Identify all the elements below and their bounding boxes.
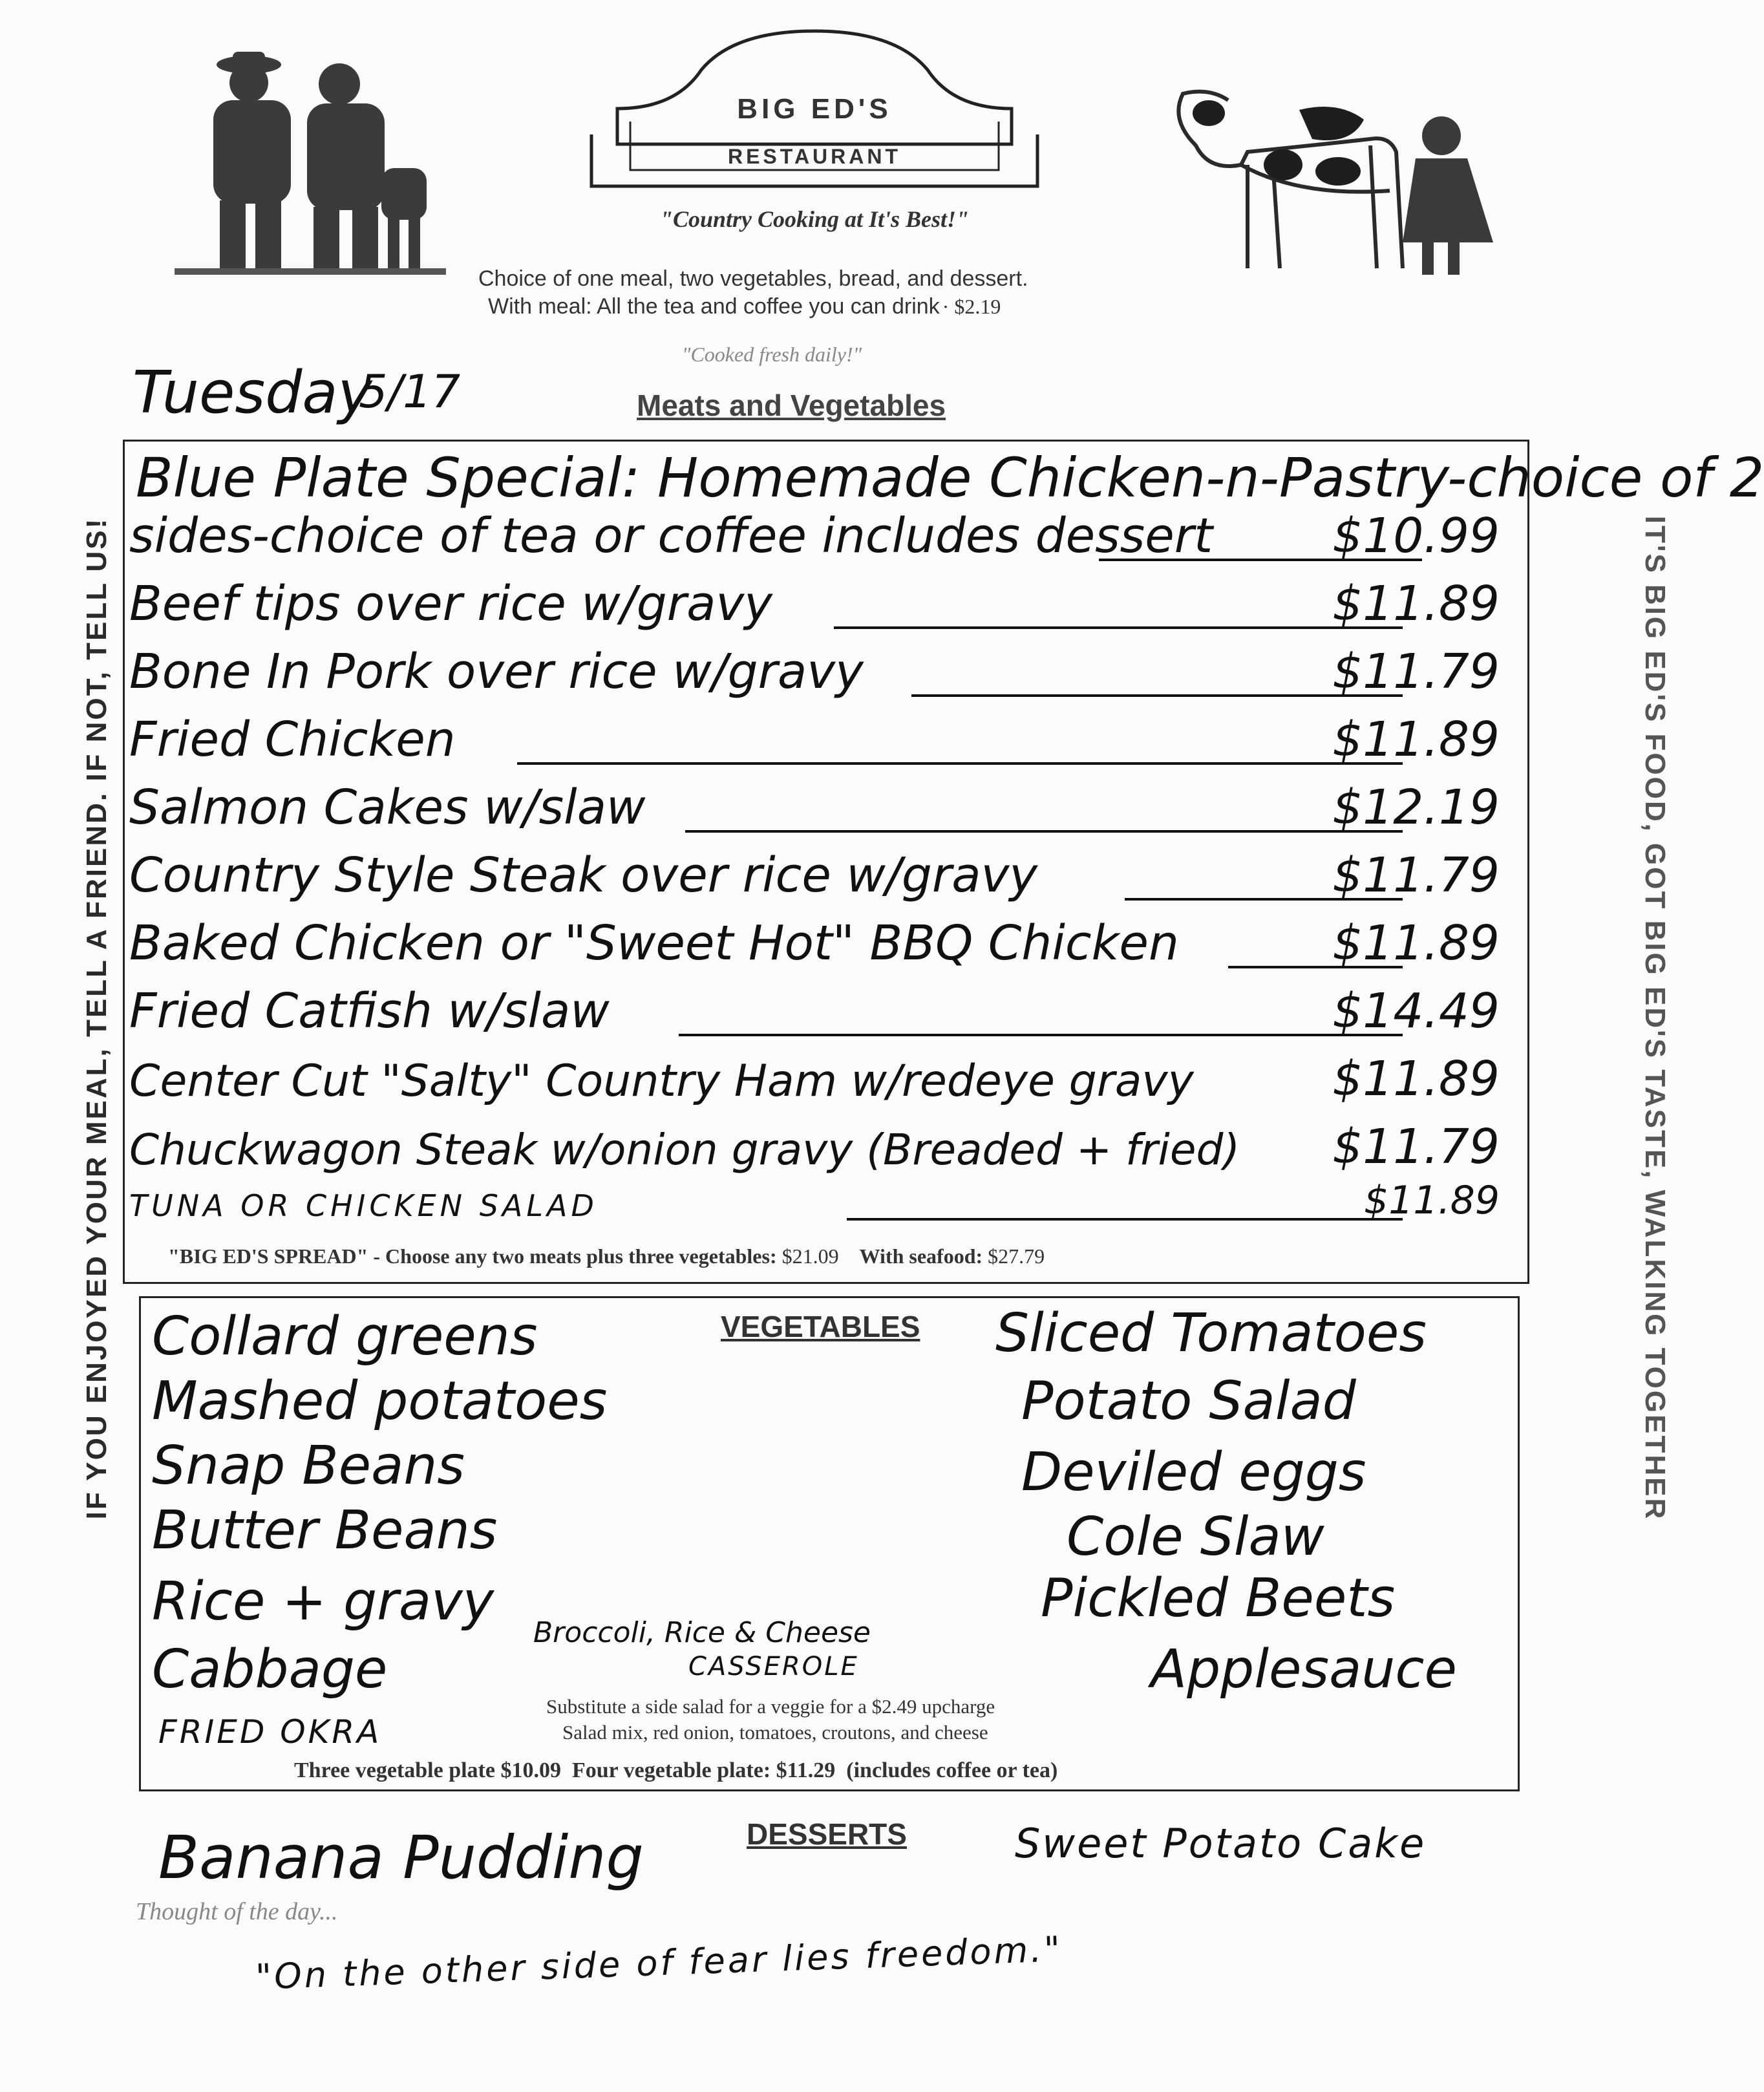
menu-row: [129, 646, 1513, 711]
veg-left-4: Butter Beans: [152, 1500, 498, 1561]
veg-left-6: Cabbage: [152, 1639, 388, 1700]
section-title: Meats and Vegetables: [637, 389, 946, 422]
veg-middle-line-2: CASSEROLE: [688, 1652, 859, 1681]
dessert-item-1: Banana Pudding: [158, 1823, 644, 1892]
intro-line-2: [488, 294, 1001, 319]
left-side-banner: IF YOU ENJOYED YOUR MEAL, TELL A FRIEND. IF NOT, TELL US!: [81, 517, 112, 1520]
menu-row: [129, 782, 1513, 847]
veg-right-3: Deviled eggs: [1021, 1442, 1366, 1503]
item-price: $11.79: [1332, 848, 1500, 903]
blue-plate-special-line-1: Blue Plate Special: Homemade Chicken-n-Pastry-choice of 2: [136, 446, 1764, 509]
item-name: Bone In Pork over rice w/gravy: [129, 644, 864, 699]
right-side-banner: IT'S BIG ED'S FOOD, GOT BIG ED'S TASTE, WALKING TOGETHER: [1639, 515, 1671, 1521]
item-name: Chuckwagon Steak w/onion gravy (Breaded + fried): [129, 1125, 1240, 1175]
intro-price: · $2.19: [942, 295, 1001, 318]
seafood-price: $27.79: [988, 1244, 1045, 1268]
veg-left-2: Mashed potatoes: [152, 1371, 608, 1432]
menu-row: [129, 850, 1513, 915]
thought-quote: "On the other side of fear lies freedom.": [255, 1928, 1064, 1998]
item-name: Beef tips over rice w/gravy: [129, 576, 773, 632]
seafood-label: With seafood:: [859, 1244, 983, 1268]
veg-left-7: FRIED OKRA: [158, 1713, 382, 1751]
item-price: $12.19: [1332, 780, 1500, 835]
blue-plate-special-line-2: sides-choice of tea or coffee includes dessert: [129, 508, 1213, 564]
leader-line: [911, 694, 1403, 697]
vegetables-heading: VEGETABLES: [721, 1310, 920, 1343]
item-name: Salmon Cakes w/slaw: [129, 780, 646, 835]
leader-line: [517, 762, 1403, 765]
substitute-line-1: Substitute a side salad for a veggie for a $2.49 upcharge: [546, 1695, 995, 1718]
leader-line: [685, 830, 1403, 833]
menu-row: [129, 915, 1513, 983]
item-price: $11.89: [1364, 1178, 1500, 1223]
veg-right-4: Cole Slaw: [1067, 1506, 1324, 1568]
veg-left-3: Snap Beans: [152, 1435, 465, 1497]
veg-right-6: Applesauce: [1151, 1639, 1457, 1700]
item-price: $14.49: [1332, 983, 1500, 1039]
item-price: $11.89: [1332, 712, 1500, 767]
leader-line: [847, 1218, 1403, 1221]
thought-label: Thought of the day...: [136, 1898, 338, 1925]
blue-plate-special-price: $10.99: [1332, 508, 1500, 564]
item-name: TUNA OR CHICKEN SALAD: [129, 1188, 598, 1223]
blue-plate-special-row: [129, 508, 1513, 575]
item-name: Baked Chicken or "Sweet Hot" BBQ Chicken: [129, 915, 1179, 971]
leader-line: [679, 1034, 1403, 1036]
veg-left-1: Collard greens: [152, 1306, 538, 1367]
day-label: Tuesday: [133, 359, 372, 427]
substitute-line-2: Salad mix, red onion, tomatoes, croutons, and cheese: [562, 1721, 988, 1744]
item-price: $11.79: [1332, 644, 1500, 699]
veg-left-5: Rice + gravy: [152, 1571, 494, 1632]
dessert-item-2: Sweet Potato Cake: [1015, 1820, 1427, 1867]
item-price: $11.79: [1332, 1119, 1500, 1175]
leader-line: [834, 626, 1403, 629]
item-price: $11.89: [1332, 1051, 1500, 1107]
veg-right-2: Potato Salad: [1021, 1371, 1356, 1432]
intro-line-2-text: With meal: All the tea and coffee you can drink: [488, 294, 940, 319]
item-name: Fried Catfish w/slaw: [129, 983, 610, 1039]
veg-middle-line-1: Broccoli, Rice & Cheese: [533, 1616, 871, 1649]
menu-row: [129, 1051, 1513, 1118]
intro-line-1: Choice of one meal, two vegetables, bread, and dessert.: [478, 266, 1028, 291]
menu-row: [129, 1178, 1513, 1235]
plate-prices: Three vegetable plate $10.09 Four vegetable plate: $11.29 (includes coffee or tea): [294, 1758, 1058, 1782]
date-label: 5/17: [359, 365, 461, 418]
svg-text:RESTAURANT: RESTAURANT: [727, 145, 902, 168]
menu-row: [129, 1119, 1513, 1186]
farmers-illustration: [175, 39, 446, 284]
desserts-heading: DESSERTS: [747, 1817, 907, 1851]
cow-illustration: [1170, 74, 1513, 281]
spread-label: "BIG ED'S SPREAD" - Choose any two meats plus three vegetables:: [168, 1244, 777, 1268]
item-name: Fried Chicken: [129, 712, 456, 767]
spread-price: $21.09: [781, 1244, 839, 1268]
cooked-fresh: "Cooked fresh daily!": [682, 343, 862, 366]
svg-text:BIG ED'S: BIG ED'S: [737, 93, 892, 125]
menu-row: [129, 983, 1513, 1051]
tagline: "Country Cooking at It's Best!": [659, 206, 970, 232]
item-name: Center Cut "Salty" Country Ham w/redeye gravy: [129, 1056, 1194, 1107]
veg-right-5: Pickled Beets: [1041, 1568, 1396, 1629]
menu-row: [129, 714, 1513, 779]
item-price: $11.89: [1332, 915, 1500, 971]
menu-row: [129, 576, 1513, 643]
restaurant-logo: [591, 31, 1037, 200]
big-eds-spread: [168, 1244, 1045, 1268]
item-price: $11.89: [1332, 576, 1500, 632]
item-name: Country Style Steak over rice w/gravy: [129, 848, 1038, 903]
veg-right-1: Sliced Tomatoes: [995, 1303, 1427, 1364]
